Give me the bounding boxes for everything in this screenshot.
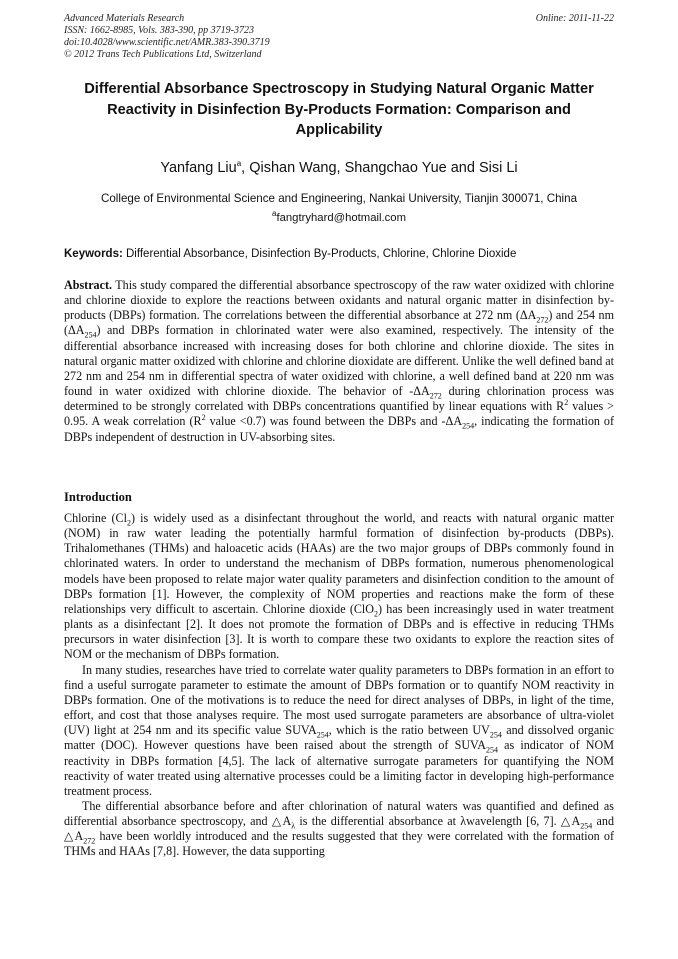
intro-paragraph-3 <box>64 799 614 860</box>
introduction-body <box>64 511 614 860</box>
issn-line: ISSN: 1662-8985, Vols. 383-390, pp 3719-3723 <box>64 25 254 36</box>
subscript: 272 <box>83 836 96 846</box>
subscript: 254 <box>462 421 475 431</box>
abstract-text: ) and 254 nm (ΔA <box>64 308 614 338</box>
superscript: 2 <box>564 398 569 408</box>
subscript: 254 <box>316 730 329 740</box>
subscript: 2 <box>126 518 131 528</box>
paragraph-text: and △A <box>64 814 614 844</box>
paragraph-text: , which is the ratio between UV <box>328 723 490 738</box>
subscript: 254 <box>84 330 97 340</box>
author-affiliation-mark: a <box>236 159 242 169</box>
author-list <box>64 159 614 177</box>
superscript: 2 <box>201 413 206 423</box>
subscript: 254 <box>580 821 593 831</box>
paragraph-text: The differential absorbance before and after chlorination of natural waters was quantified and defined as differential absorbance spectroscopy, and △A <box>64 798 614 829</box>
keywords <box>64 247 614 262</box>
keywords-text: Differential Absorbance, Disinfection By-Products, Chlorine, Chlorine Dioxide <box>126 248 517 260</box>
abstract-text: values > 0.95. A weak correlation (R <box>64 399 614 429</box>
doi-line[interactable]: doi:10.4028/www.scientific.net/AMR.383-390.3719 <box>64 37 270 48</box>
paragraph-text: is the differential absorbance at λwavelength [6, 7]. △A <box>295 814 581 829</box>
section-heading-introduction: Introduction <box>64 490 132 504</box>
subscript: λ <box>291 821 296 831</box>
paragraph-text: and dissolved organic matter (DOC). However questions have been raised about the strength of SUVA <box>64 723 614 753</box>
journal-header <box>64 13 270 61</box>
abstract-text: during chlorination process was determined to be strongly correlated with DBPs concentrations quantified by linear equations with R <box>64 384 614 414</box>
paragraph-text: ) has been increasingly used in water treatment plants as a disinfectant [2]. It does not promote the formation of DBPs and is effective in reducing THMs precursors in water disinfection [3]. It is worth to compare these two oxidants to explore the reaction sites of NOM or the mechanism of DBPs formation. <box>64 601 614 662</box>
abstract-text: value <0.7) was found between the DBPs and -ΔA <box>205 414 463 429</box>
paragraph-text: as indicator of NOM reactivity in DBPs formation [4,5]. The lack of alternative surrogate parameters for quantifying the NOM reactivity of water treated using alternative processes could be a limiting factor in developing high-performance treatment process. <box>64 738 614 798</box>
subscript: 254 <box>485 745 498 755</box>
intro-paragraph-2 <box>64 663 614 799</box>
copyright-line: © 2012 Trans Tech Publications Ltd, Switzerland <box>64 49 262 60</box>
paper-title: Differential Absorbance Spectroscopy in Studying Natural Organic Matter Reactivity in Disinfection By-Products Formation: Comparison and Applicability <box>84 81 594 138</box>
paragraph-text: Chlorine (Cl <box>64 511 127 525</box>
subscript: 272 <box>536 315 549 325</box>
abstract-label: Abstract. <box>64 278 113 292</box>
subscript: 2 <box>374 609 379 619</box>
contact-email <box>64 211 614 226</box>
intro-paragraph-1 <box>64 511 614 663</box>
email-address[interactable]: fangtryhard@hotmail.com <box>276 212 406 224</box>
abstract-text: , indicating the formation of DBPs independent of destruction in UV-absorbing sites. <box>64 414 614 444</box>
journal-name: Advanced Materials Research <box>64 13 185 24</box>
paragraph-text: In many studies, researches have tried to correlate water quality parameters to DBPs formation in an effort to find a useful surrogate parameter to estimate the amount of DBPs formation or to quantify NOM reactivity in DBPs formation. One of the motivations is to reduce the need for direct analyses of DBPs, in light of the time, effort, and cost that those analyses require. The most used surrogate parameters are absorbance of ultra-violet (UV) light at 254 nm and its specific value SUVA <box>64 662 614 738</box>
paragraph-text: have been worldly introduced and the results suggested that they were correlated with the formation of THMs and HAAs [7,8]. However, the data supporting <box>64 829 614 859</box>
affiliation: College of Environmental Science and Engineering, Nankai University, Tianjin 300071, China <box>100 192 578 205</box>
keywords-label: Keywords: <box>64 248 123 260</box>
other-authors: , Qishan Wang, Shangchao Yue and Sisi Li <box>241 160 518 176</box>
online-date: Online: 2011-11-22 <box>535 13 614 24</box>
abstract <box>64 278 614 445</box>
first-author: Yanfang Liu <box>160 160 237 176</box>
abstract-text: This study compared the differential absorbance spectroscopy of the raw water oxidized with chlorine and chlorine dioxide to explore the reactions between oxidants and natural organic matter in disinfection by-products (DBPs) formation. The correlations between the differential absorbance at 272 nm (ΔA <box>64 278 614 323</box>
subscript: 272 <box>429 391 442 401</box>
subscript: 254 <box>489 730 502 740</box>
email-mark: a <box>272 209 277 219</box>
abstract-text: ) and DBPs formation in chlorinated water were also examined, respectively. The intensity of the differential absorbance increased with increasing doses for both chlorine and chlorine dioxide. The sites in natural organic matter oxidized with chlorine and chlorine dioxidate are different. Unlike the well defined band at 272 nm and 254 nm in differential spectra of water oxidized with chlorine, a well defined band at 220 nm was found in water oxidized with chlorine dioxide. The behavior of -ΔA <box>64 323 614 399</box>
paragraph-text: ) is widely used as a disinfectant throughout the world, and reacts with natural organic matter (NOM) in raw water leading the potentially harmful formation of disinfection by-products (DBPs). Trihalomethanes (THMs) and haloacetic acids (HAAs) are the two major groups of DBPs commonly found in chlorinated waters. In order to understand the mechanism of DBPs formation, numerous phenomenological models have been proposed to relate major water quality parameters and disinfection condition to the amount of DBPs formation [1]. However, the complexity of NOM properties and reactions make the form of these relationships very difficult to ascertain. Chlorine dioxide (ClO <box>64 511 614 616</box>
